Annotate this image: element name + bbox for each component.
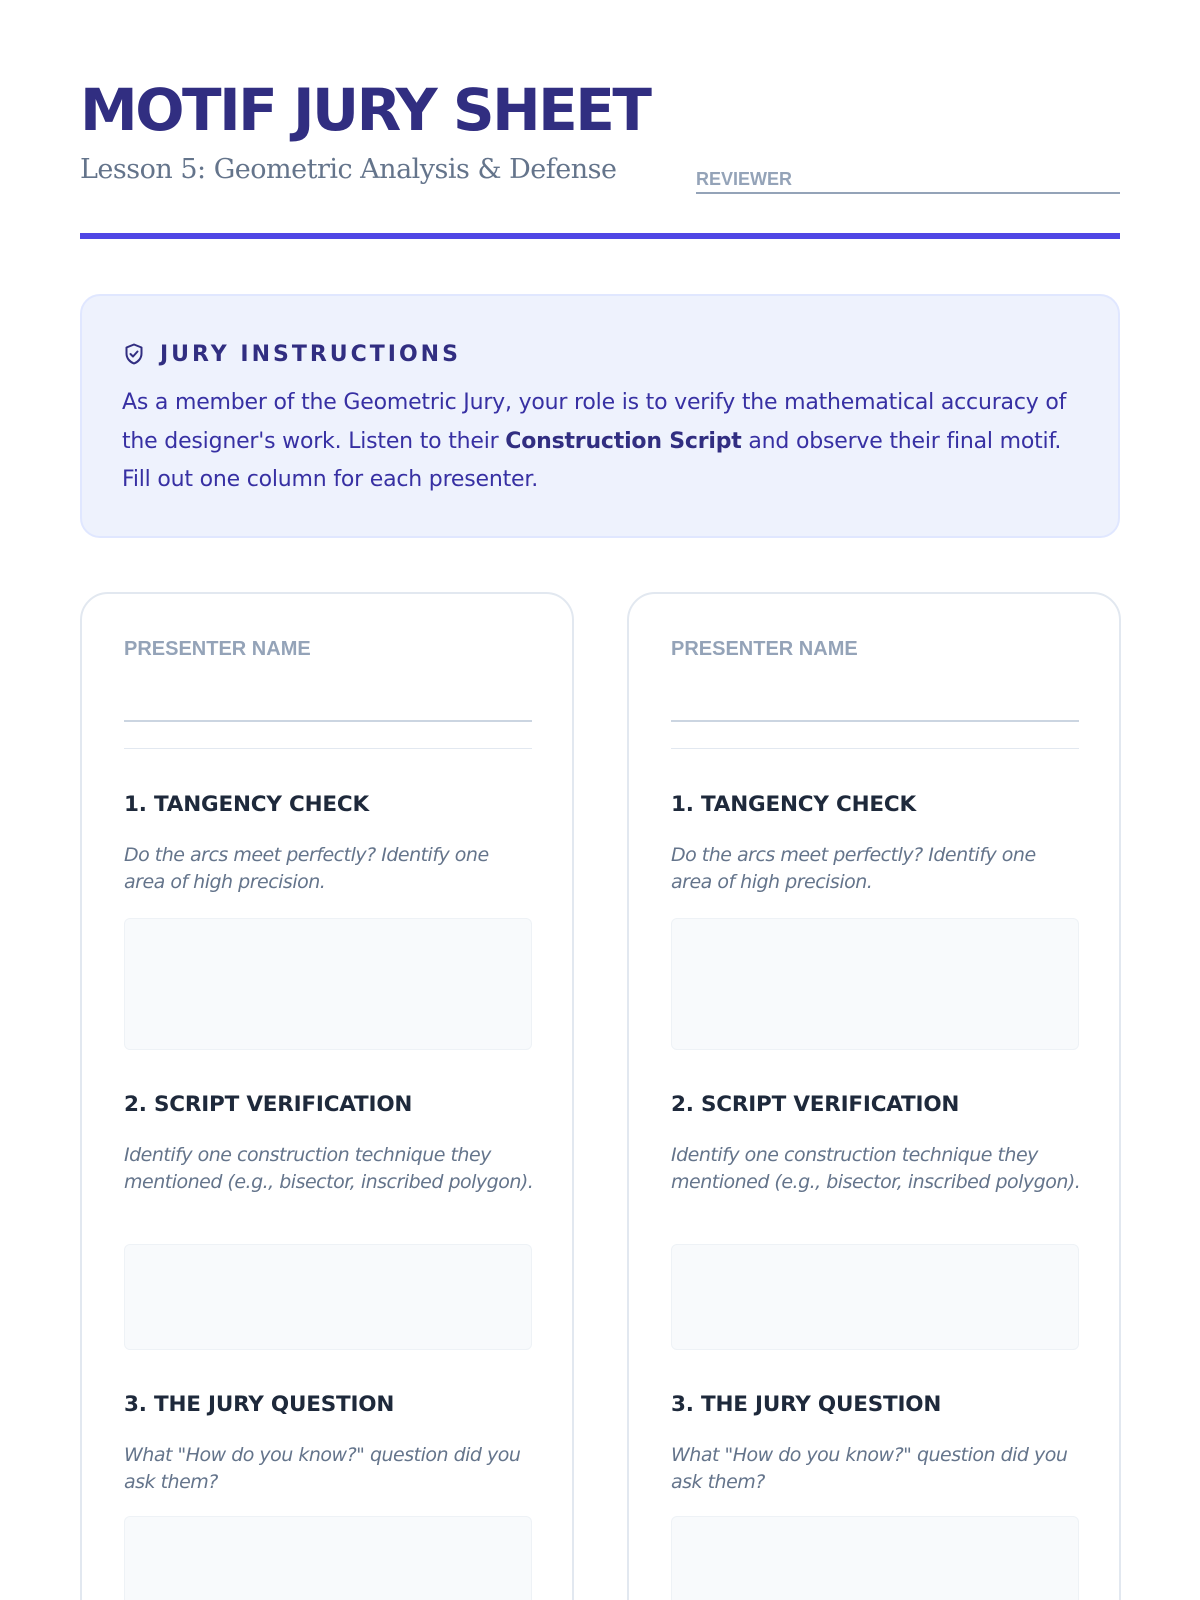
- instructions-text-part2: and observe their final motif. Fill out one column for each presenter.: [122, 428, 1062, 492]
- section-prompt-jury-question: What "How do you know?" question did you ask them?: [124, 1444, 521, 1493]
- section-title-script: 2. SCRIPT VERIFICATION: [124, 1092, 413, 1117]
- page-title: MOTIF JURY SHEET: [80, 76, 650, 144]
- section-prompt-jury-question: What "How do you know?" question did you ask them?: [671, 1444, 1068, 1493]
- answer-box-tangency[interactable]: [124, 918, 532, 1050]
- section-prompt-tangency: Do the arcs meet perfectly? Identify one area of high precision.: [124, 844, 489, 893]
- answer-box-tangency[interactable]: [671, 918, 1079, 1050]
- answer-box-script[interactable]: [124, 1244, 532, 1350]
- reviewer-field[interactable]: [696, 166, 1120, 194]
- answer-box-jury-question[interactable]: [671, 1516, 1079, 1600]
- instructions-panel: [80, 294, 1120, 538]
- section-title-tangency: 1. TANGENCY CHECK: [671, 792, 916, 817]
- header: [80, 78, 1120, 248]
- column-divider: [671, 748, 1079, 749]
- instructions-text-part1: As a member of the Geometric Jury, your role is to verify the mathematical accuracy of the designer's work. Listen to their: [122, 390, 1067, 454]
- shield-check-icon: [122, 342, 146, 366]
- page-subtitle: Lesson 5: Geometric Analysis & Defense: [80, 154, 617, 185]
- section-title-tangency: 1. TANGENCY CHECK: [124, 792, 369, 817]
- section-prompt-tangency: Do the arcs meet perfectly? Identify one area of high precision.: [671, 844, 1036, 893]
- presenter-name-field[interactable]: [671, 720, 1079, 722]
- instructions-heading: [122, 340, 461, 368]
- presenter-column-1: [80, 592, 574, 1600]
- presenter-name-field[interactable]: [124, 720, 532, 722]
- reviewer-label: REVIEWER: [696, 169, 793, 189]
- section-title-jury-question: 3. THE JURY QUESTION: [671, 1392, 942, 1417]
- answer-box-jury-question[interactable]: [124, 1516, 532, 1600]
- instructions-title: JURY INSTRUCTIONS: [160, 341, 461, 367]
- section-title-script: 2. SCRIPT VERIFICATION: [671, 1092, 960, 1117]
- section-prompt-script: Identify one construction technique they mentioned (e.g., bisector, inscribed polygon).: [671, 1144, 1081, 1193]
- section-title-jury-question: 3. THE JURY QUESTION: [124, 1392, 395, 1417]
- answer-box-script[interactable]: [671, 1244, 1079, 1350]
- column-divider: [124, 748, 532, 749]
- presenter-name-label: PRESENTER NAME: [671, 638, 858, 660]
- header-divider: [80, 233, 1120, 239]
- presenter-column-2: [627, 592, 1121, 1600]
- section-prompt-script: Identify one construction technique they mentioned (e.g., bisector, inscribed polygon).: [124, 1144, 534, 1193]
- instructions-text-bold: Construction Script: [505, 428, 742, 454]
- presenter-name-label: PRESENTER NAME: [124, 638, 311, 660]
- instructions-text: [122, 384, 1082, 500]
